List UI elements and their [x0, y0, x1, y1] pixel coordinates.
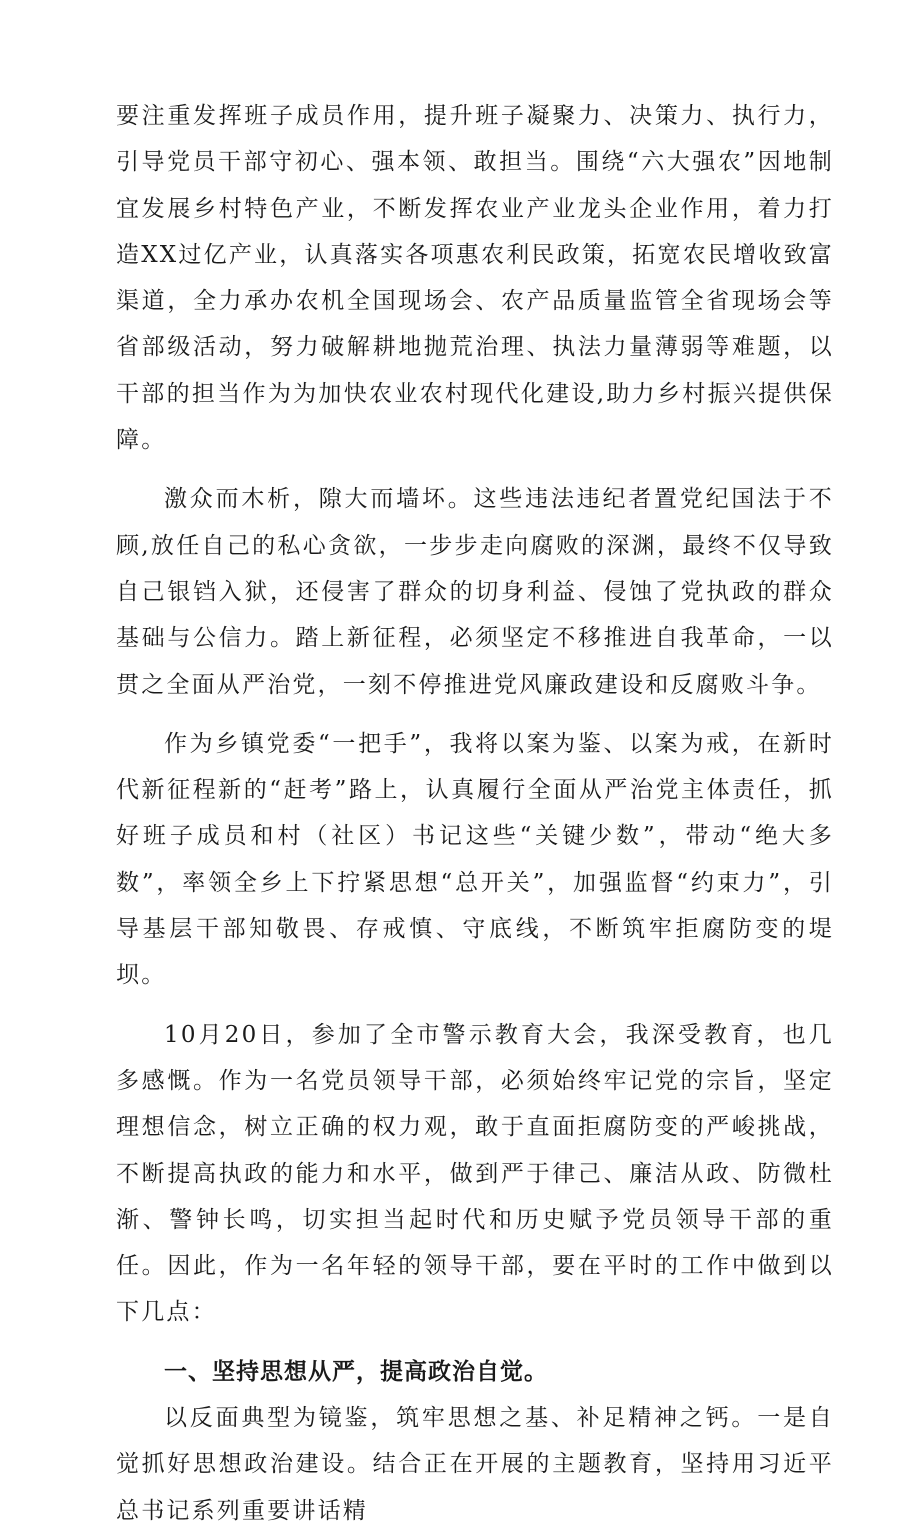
paragraph: 10月20日，参加了全市警示教育大会，我深受教育，也几多感慨。作为一名党员领导干部，必须始终牢记党的宗旨，坚定理想信念，树立正确的权力观，敢于直面拒腐防变的严峻挑战，不断提高执政的能力和水平，做到严于律己、廉洁从政、防微杜渐、警钟长鸣，切实担当起时代和历史赋予党员领导干部的重任。因此，作为一名年轻的领导干部，要在平时的工作中做到以下几点： [116, 1021, 834, 1326]
document-body [116, 93, 834, 1534]
paragraph: 以反面典型为镜鉴，筑牢思想之基、补足精神之钙。一是自觉抓好思想政治建设。结合正在开展的主题教育，坚持用习近平总书记系列重要讲话精 [116, 1405, 834, 1524]
paragraph: 作为乡镇党委“一把手”，我将以案为鉴、以案为戒，在新时代新征程新的“赶考”路上，认真履行全面从严治党主体责任，抓好班子成员和村（社区）书记这些“关键少数”，带动“绝大多数”，率领全乡上下拧紧思想“总开关”，加强监督“约束力”，引导基层干部知敬畏、存戒慎、守底线，不断筑牢拒腐防变的堤坝。 [116, 730, 834, 989]
section-heading: 一、坚持思想从严，提高政治自觉。 [164, 1358, 548, 1385]
paragraph: 激众而木析，隙大而墙坏。这些违法违纪者置党纪国法于不顾,放任自己的私心贪欲，一步步走向腐败的深渊，最终不仅导致自己银铛入狱，还侵害了群众的切身利益、侵蚀了党执政的群众基础与公信力。踏上新征程，必须坚定不移推进自我革命，一以贯之全面从严治党，一刻不停推进党风廉政建设和反腐败斗争。 [116, 486, 834, 698]
paragraph: 要注重发挥班子成员作用，提升班子凝聚力、决策力、执行力，引导党员干部守初心、强本领、敢担当。围绕“六大强农”因地制宜发展乡村特色产业，不断发挥农业产业龙头企业作用，着力打造XX过亿产业，认真落实各项惠农利民政策，拓宽农民增收致富渠道，全力承办农机全国现场会、农产品质量监管全省现场会等省部级活动，努力破解耕地抛荒治理、执法力量薄弱等难题，以干部的担当作为为加快农业农村现代化建设,助力乡村振兴提供保障。 [116, 103, 834, 454]
